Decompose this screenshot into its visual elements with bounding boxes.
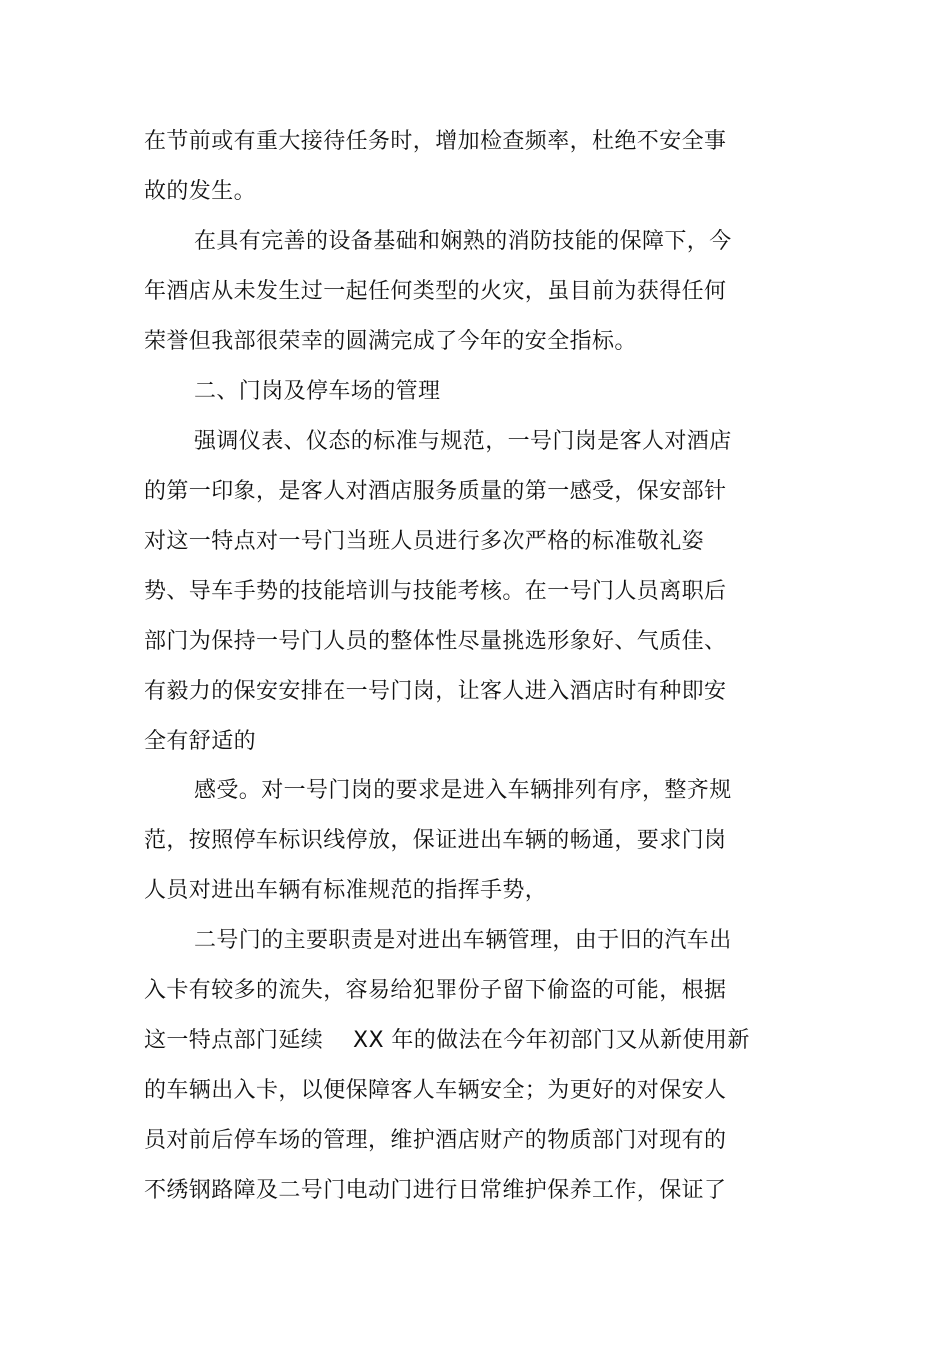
text-line: 不绣钢路障及二号门电动门进行日常维护保养工作，保证了 bbox=[144, 1178, 727, 1203]
text-line: 故的发生。 bbox=[144, 179, 257, 204]
text-line: 势、导车手势的技能培训与技能考核。在一号门人员离职后 bbox=[144, 579, 727, 604]
text-line: 年酒店从未发生过一起任何类型的火灾，虽目前为获得任何 bbox=[144, 279, 727, 304]
paragraph-start-line: 强调仪表、仪态的标准与规范，一号门岗是客人对酒店 bbox=[194, 429, 732, 454]
text-line: 员对前后停车场的管理，维护酒店财产的物质部门对现有的 bbox=[144, 1128, 727, 1153]
text-line: 部门为保持一号门人员的整体性尽量挑选形象好、气质佳、 bbox=[144, 629, 727, 654]
text-line: 入卡有较多的流失，容易给犯罪份子留下偷盗的可能，根据 bbox=[144, 978, 727, 1003]
paragraph-start-line: 感受。对一号门岗的要求是进入车辆排列有序，整齐规 bbox=[194, 778, 732, 803]
text-line: 的第一印象，是客人对酒店服务质量的第一感受，保安部针 bbox=[144, 479, 727, 504]
paragraph-start-line: 在具有完善的设备基础和娴熟的消防技能的保障下，今 bbox=[194, 229, 732, 254]
text-line: 对这一特点对一号门当班人员进行多次严格的标准敬礼姿 bbox=[144, 529, 705, 554]
text-line: 这一特点部门延续 XX 年的做法在今年初部门又从新使用新 bbox=[144, 1028, 750, 1053]
section-heading: 二、门岗及停车场的管理 bbox=[194, 379, 441, 404]
text-line: 荣誉但我部很荣幸的圆满完成了今年的安全指标。 bbox=[144, 329, 637, 354]
text-line: 全有舒适的 bbox=[144, 729, 257, 754]
text-line: 的车辆出入卡，以便保障客人车辆安全；为更好的对保安人 bbox=[144, 1078, 727, 1103]
paragraph-start-line: 二号门的主要职责是对进出车辆管理，由于旧的汽车出 bbox=[194, 928, 732, 953]
text-line: 范，按照停车标识线停放，保证进出车辆的畅通，要求门岗 bbox=[144, 828, 727, 853]
text-line: 在节前或有重大接待任务时，增加检查频率，杜绝不安全事 bbox=[144, 129, 727, 154]
text-line: 人员对进出车辆有标准规范的指挥手势， bbox=[144, 878, 548, 903]
text-line: 有毅力的保安安排在一号门岗，让客人进入酒店时有种即安 bbox=[144, 679, 727, 704]
